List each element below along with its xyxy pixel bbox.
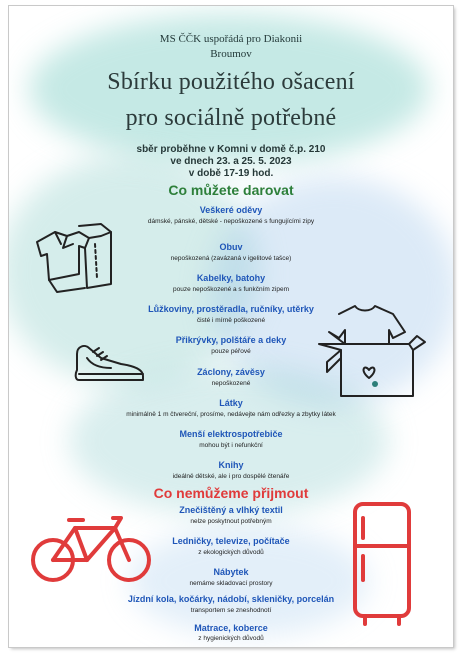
reject-item-title: Ledničky, televize, počítače bbox=[172, 536, 290, 546]
donate-item-title: Záclony, závěsy bbox=[197, 367, 265, 377]
reject-item-title: Znečištěný a vlhký textil bbox=[179, 505, 283, 515]
reject-item-note: z hygienických důvodů bbox=[198, 635, 264, 642]
donate-item-note: ideálně dětské, ale i pro dospělé čtenáře bbox=[172, 473, 290, 480]
organizer-line: Broumov bbox=[210, 48, 252, 60]
donate-item-title: Látky bbox=[219, 398, 243, 408]
donate-item-title: Obuv bbox=[219, 242, 243, 252]
donate-item-note: dámské, pánské, dětské - nepoškozené s fungujícími zipy bbox=[147, 218, 315, 225]
reject-item-title: Nábytek bbox=[213, 567, 249, 577]
donate-item-note: minimálně 1 m čtvereční, prosíme, nedávejte nám odřezky a zbytky látek bbox=[126, 411, 336, 418]
poster-title: Sbírku použitého ošacení bbox=[107, 69, 355, 95]
reject-item-note: z ekologických důvodů bbox=[198, 549, 264, 556]
collection-info: v době 17-19 hod. bbox=[188, 168, 274, 179]
donate-item-title: Lůžkoviny, prostěradla, ručníky, utěrky bbox=[148, 304, 314, 314]
reject-item-note: nemáme skladovací prostory bbox=[189, 580, 273, 587]
sneaker-icon bbox=[71, 336, 149, 386]
tshirt-box-icon bbox=[309, 300, 427, 400]
reject-item-title: Jízdní kola, kočárky, nádobí, skleničky, porcelán bbox=[127, 594, 335, 604]
collection-info: sběr proběhne v Komni v domě č.p. 210 bbox=[136, 144, 326, 155]
fridge-icon bbox=[347, 500, 417, 630]
bicycle-icon bbox=[29, 510, 155, 588]
donate-item-note: nepoškozená (zavázaná v igelitové tašce) bbox=[170, 255, 292, 262]
can-donate-heading: Co můžete darovat bbox=[168, 182, 294, 198]
donate-item-title: Menší elektrospotřebiče bbox=[179, 429, 283, 439]
donate-item-note: čisté i mírně poškozené bbox=[196, 317, 266, 324]
reject-item-note: nelze poskytnout potřebným bbox=[190, 518, 272, 525]
donate-item-title: Přikrývky, polštáře a deky bbox=[175, 335, 287, 345]
donate-item-title: Kabelky, batohy bbox=[196, 273, 266, 283]
donate-item-note: pouze péřové bbox=[211, 348, 251, 355]
poster-title: pro sociálně potřebné bbox=[125, 105, 337, 131]
reject-item-title: Matrace, koberce bbox=[194, 623, 268, 633]
donate-item-note: pouze nepoškozené a s funkčním zipem bbox=[173, 286, 289, 293]
donate-item-title: Knihy bbox=[218, 460, 244, 470]
cannot-accept-heading: Co nemůžeme přijmout bbox=[153, 485, 309, 501]
reject-item-note: transportem se zneshodnotí bbox=[190, 607, 272, 614]
folded-shirts-icon bbox=[27, 214, 123, 300]
organizer-line: MS ČČK uspořádá pro Diakonii bbox=[159, 33, 303, 45]
poster-page bbox=[9, 6, 453, 647]
donate-item-title: Veškeré oděvy bbox=[199, 205, 263, 215]
donate-item-note: mohou být i nefunkční bbox=[199, 442, 263, 449]
collection-info: ve dnech 23. a 25. 5. 2023 bbox=[170, 156, 292, 167]
donate-item-note: nepoškozené bbox=[211, 380, 251, 387]
